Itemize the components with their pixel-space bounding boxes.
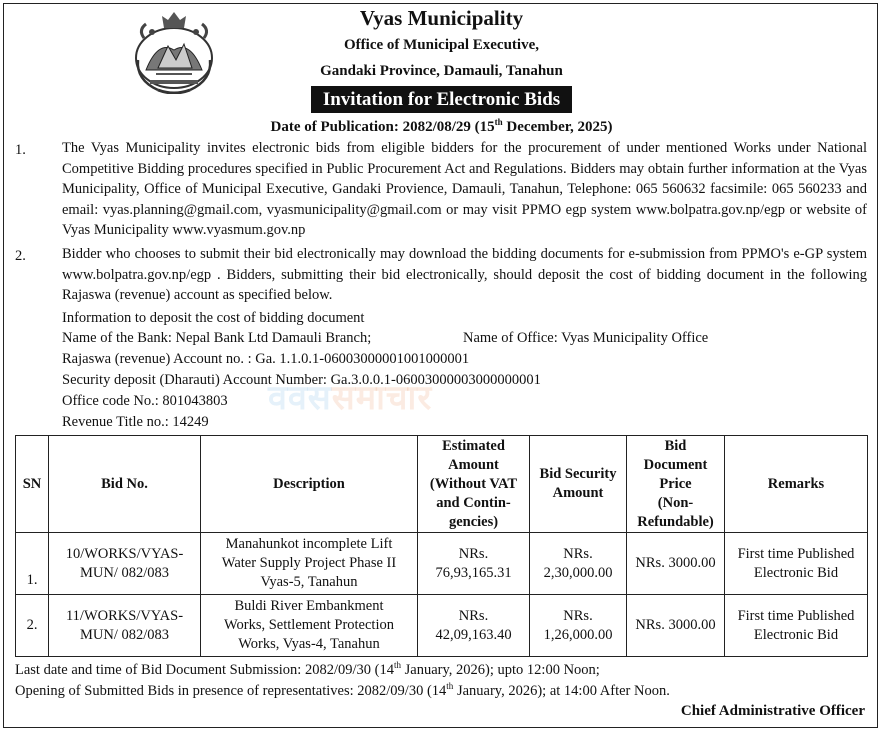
row-document-price: NRs. 3000.00: [627, 595, 725, 657]
row-bid-no: 10/WORKS/VYAS- MUN/ 082/083: [49, 533, 201, 595]
para-1-number: 1.: [15, 142, 26, 158]
para-2-number: 2.: [15, 248, 26, 264]
row-estimated-amount: NRs. 42,09,163.40: [418, 595, 530, 657]
table-row: [16, 595, 868, 657]
publication-date: Date of Publication: 2082/08/29 (15th December, 2025): [270, 117, 613, 135]
office-name: Office of Municipal Executive,: [344, 37, 539, 53]
header-remarks: Remarks: [725, 436, 868, 533]
submission-deadline: Last date and time of Bid Document Submission: 2082/09/30 (14th January, 2026); upto 12:00 Noon;: [15, 660, 600, 678]
row-bid-security: NRs. 2,30,000.00: [530, 533, 627, 595]
para-1-text: The Vyas Municipality invites electronic bids from eligible bidders for the procurement of under mentioned Works under National Competitive Bidding procedures specified in Public Procurement Act and Regulations. Bidders may obtain further information at the Vyas Municipality, Office of Municipal Executive, Gandaki Provience, Damauli, Tanahun, Telephone: 065 560632 facsimile: 065 560233 and email: vyas.planning@gmail.com, vyasmunicipality@gmail.com or may visit PPMO egp system www.bolpatra.gov.np/egp or website of Vyas Municipality www.vyasmum.gov.np: [62, 140, 867, 238]
deposit-info: Information to deposit the cost of bidding document: [62, 310, 365, 326]
office-code: Office code No.: 801043803: [62, 393, 228, 409]
row-sn: 2.: [16, 595, 49, 657]
row-description: Buldi River Embankment Works, Settlement Protection Works, Vyas-4, Tanahun: [201, 595, 418, 657]
row-document-price: NRs. 3000.00: [627, 533, 725, 595]
header-estimated-amount: Estimated Amount (Without VAT and Contin- gencies): [418, 436, 530, 533]
security-account: Security deposit (Dharauti) Account Number: Ga.3.0.0.1-06003000003000000001: [62, 372, 541, 388]
watermark-logo: ववससमाचार: [268, 378, 433, 418]
row-estimated-amount: NRs. 76,93,165.31: [418, 533, 530, 595]
row-remarks: First time Published Electronic Bid: [725, 595, 868, 657]
table-row: [16, 533, 868, 595]
table-header-row: [16, 436, 868, 533]
office-address: Gandaki Province, Damauli, Tanahun: [320, 63, 563, 79]
bids-table: [15, 435, 868, 657]
row-remarks: First time Published Electronic Bid: [725, 533, 868, 595]
bid-opening: Opening of Submitted Bids in presence of representatives: 2082/09/30 (14th January, 2026); at 14:00 After Noon.: [15, 681, 670, 699]
revenue-title: Revenue Title no.: 14249: [62, 414, 209, 430]
header-bid-security: Bid Security Amount: [530, 436, 627, 533]
notice-title: Invitation for Electronic Bids: [311, 86, 572, 113]
rajaswa-account: Rajaswa (revenue) Account no. : Ga. 1.1.0.1-06003000001001000001: [62, 351, 470, 367]
para-2-text: Bidder who chooses to submit their bid electronically may download the bidding documents for e-submission from PPMO's e-GP system www.bolpatra.gov.np/egp . Bidders, submitting their bid electronically, should deposit the cost of bidding document in the following Rajaswa (revenue) account as specified below.: [62, 246, 867, 303]
header-bid-no: Bid No.: [49, 436, 201, 533]
office-name-account: Name of Office: Vyas Municipality Office: [463, 330, 709, 346]
municipality-name: Vyas Municipality: [359, 6, 524, 30]
signatory: Chief Administrative Officer: [680, 703, 865, 719]
row-sn: 1.: [16, 533, 49, 595]
header-sn: SN: [16, 436, 49, 533]
header-document-price: Bid Document Price (Non- Refundable): [627, 436, 725, 533]
row-bid-no: 11/WORKS/VYAS- MUN/ 082/083: [49, 595, 201, 657]
row-bid-security: NRs. 1,26,000.00: [530, 595, 627, 657]
bank-name: Name of the Bank: Nepal Bank Ltd Damauli Branch;: [62, 330, 372, 346]
row-description: Manahunkot incomplete Lift Water Supply Project Phase II Vyas-5, Tanahun: [201, 533, 418, 595]
header-description: Description: [201, 436, 418, 533]
